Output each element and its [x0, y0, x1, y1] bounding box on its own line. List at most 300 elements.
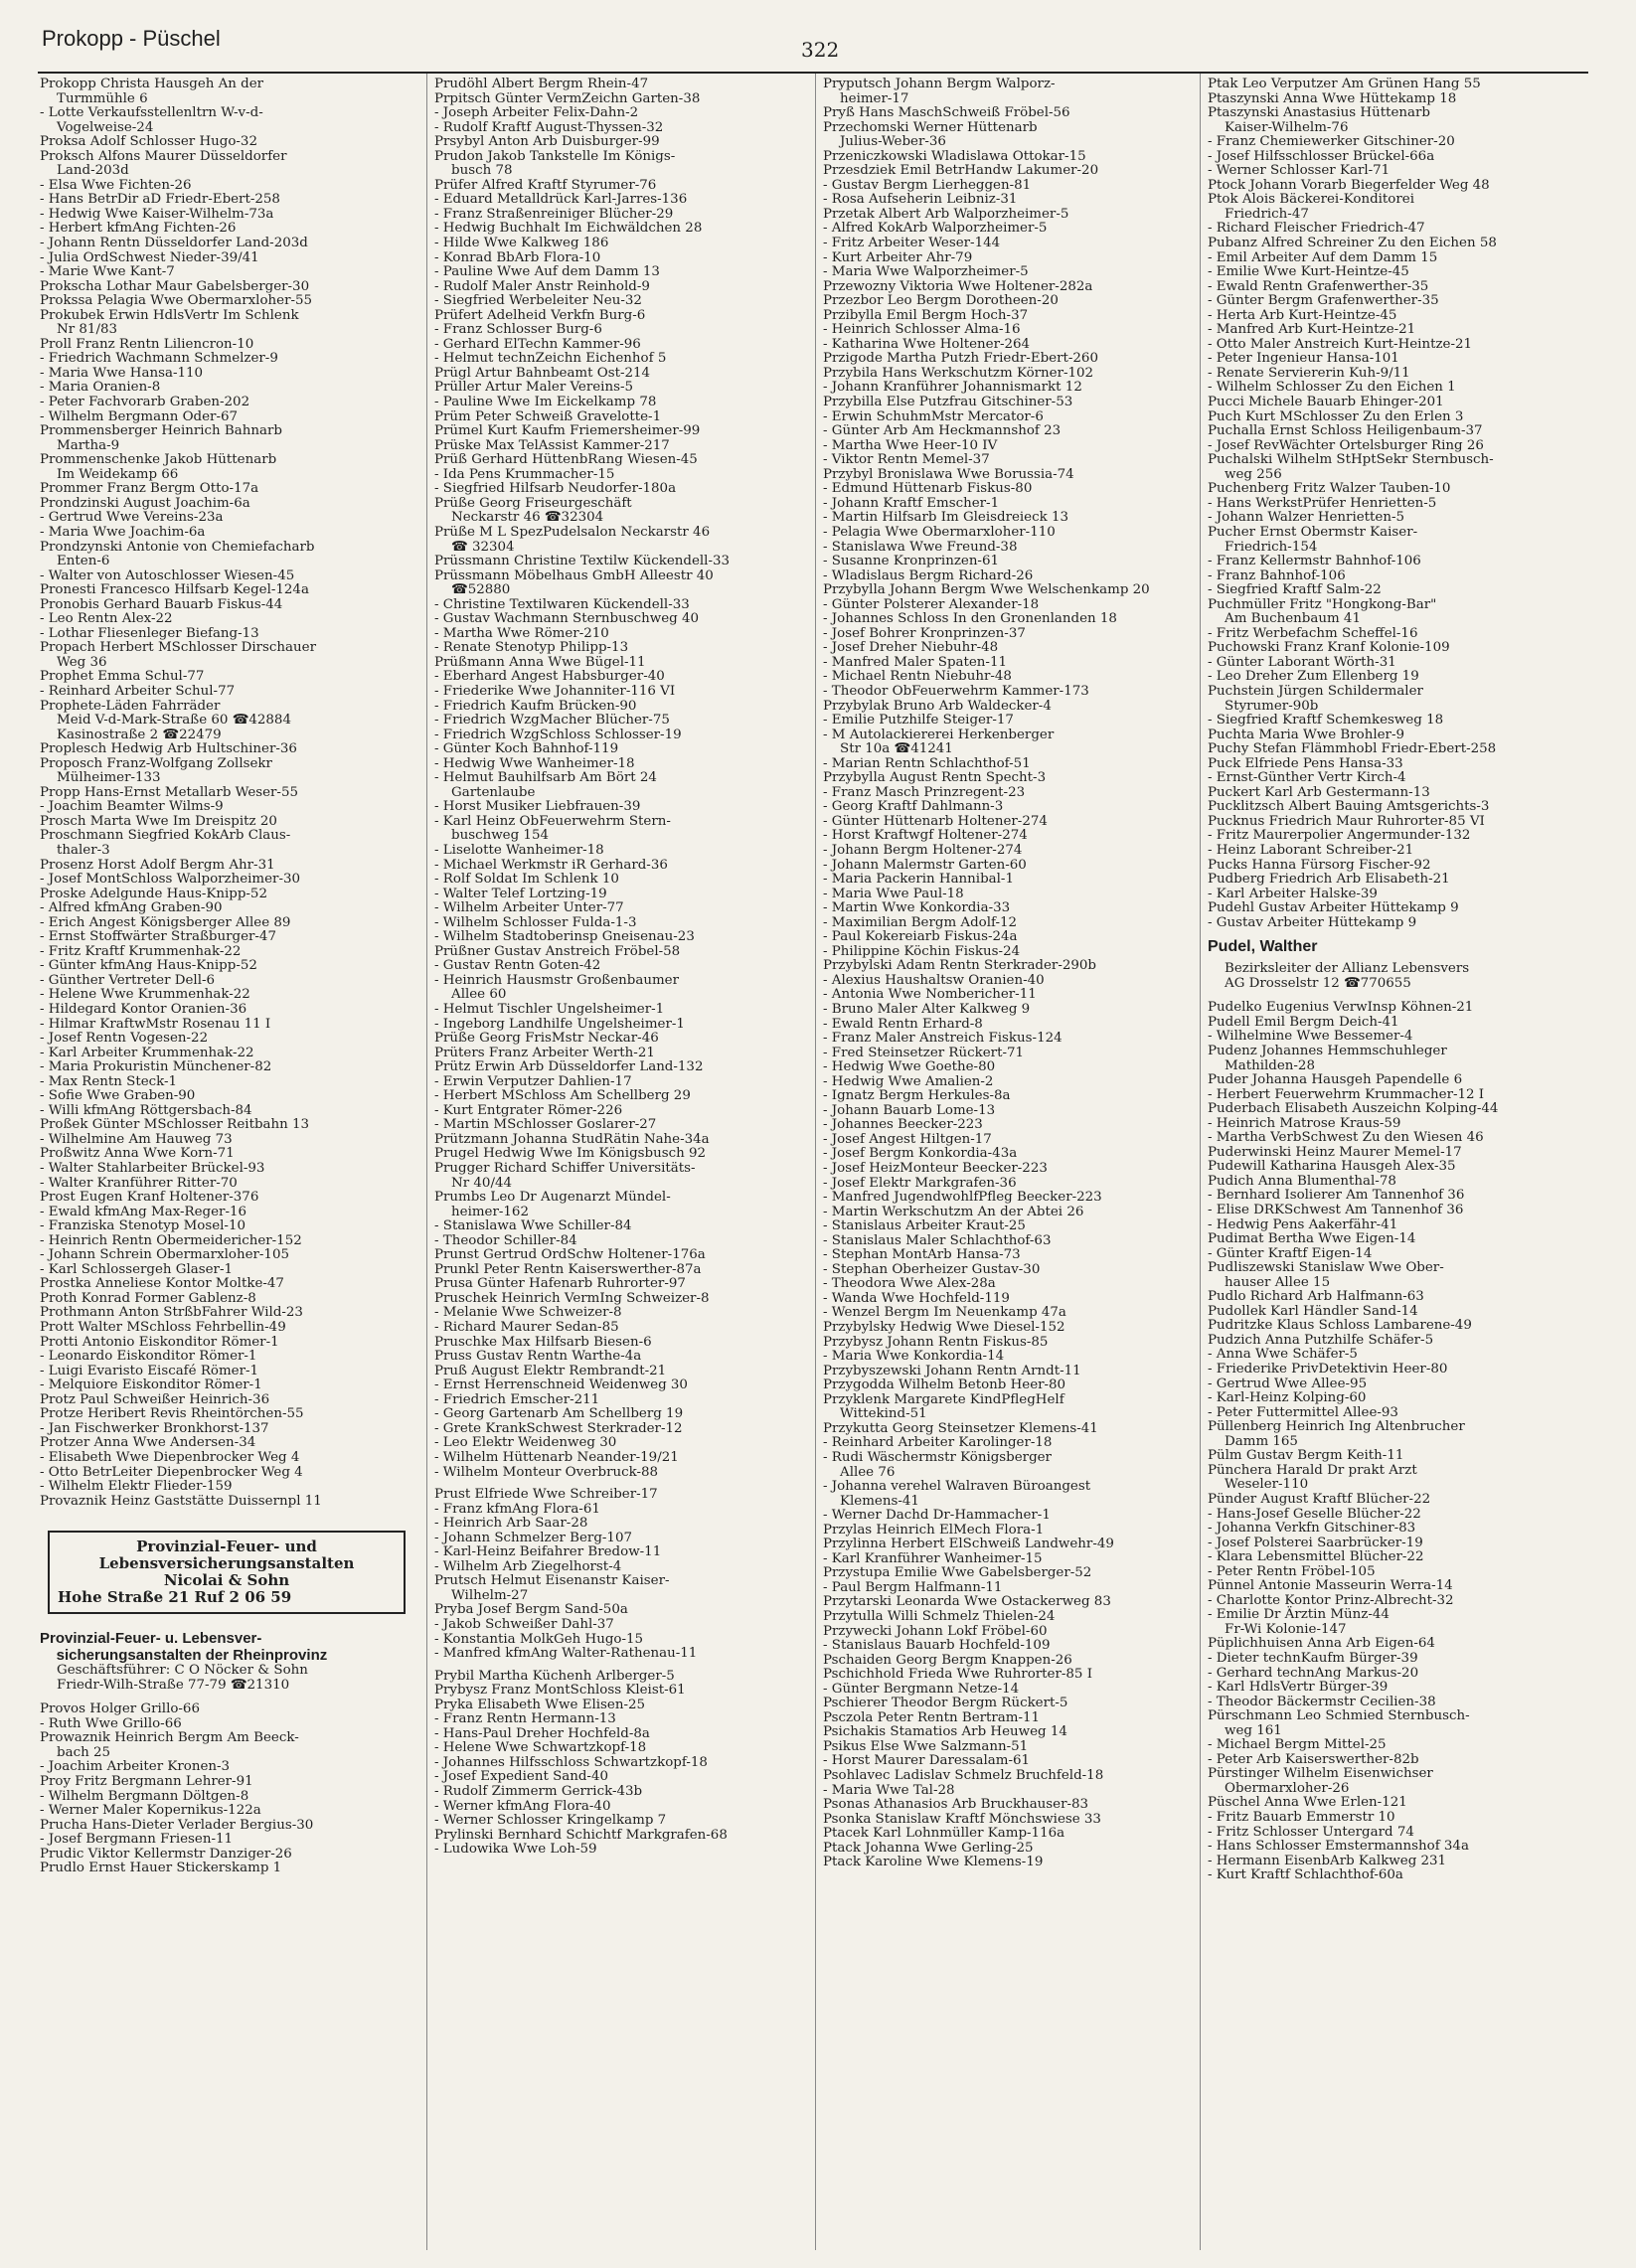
entry-list [1208, 78, 1585, 930]
directory-entry: - Theodor Bäckermstr Cecilien-38 [1208, 1694, 1436, 1709]
directory-entry: - Fritz Maurerpolier Angermunder-132 [1208, 828, 1471, 844]
directory-entry: - Stanislawa Wwe Schiller-84 [434, 1218, 632, 1234]
directory-entry: Prust Elfriede Wwe Schreiber-17 [434, 1487, 658, 1503]
directory-entry: - Fritz Bauarb Emmerstr 10 [1208, 1809, 1395, 1825]
directory-entry: - Herbert kfmAng Fichten-26 [40, 221, 237, 237]
directory-entry: - Paul Kokereiarb Fiskus-24a [823, 929, 1018, 945]
directory-entry: - Wilhelm Hüttenarb Neander-19/21 [434, 1449, 679, 1465]
directory-entry: Prosch Marta Wwe Im Dreispitz 20 [40, 813, 277, 829]
directory-entry: Puchta Maria Wwe Brohler-9 [1208, 727, 1404, 742]
directory-entry: - Martha VerbSchwest Zu den Wiesen 46 [1208, 1130, 1484, 1146]
directory-entry: Pudliszewski Stanislaw Wwe Ober- [1208, 1260, 1444, 1276]
directory-entry: Styrumer-90b [1208, 698, 1319, 714]
directory-entry: - Herbert Feuerwehrm Krummacher-12 I [1208, 1086, 1485, 1102]
directory-entry: Weseler-110 [1208, 1477, 1309, 1493]
directory-entry: - Maria Prokuristin Münchener-82 [40, 1059, 272, 1075]
directory-entry: - Wilhelm Schlosser Fulda-1-3 [434, 914, 637, 930]
directory-entry: - Reinhard Arbeiter Karolinger-18 [823, 1435, 1053, 1451]
directory-entry: - Theodor Schiller-84 [434, 1232, 577, 1248]
directory-entry: - Theodor ObFeuerwehrm Kammer-173 [823, 683, 1089, 699]
directory-entry: - Hedwig Buchhalt Im Eichwäldchen 28 [434, 221, 703, 237]
directory-entry: Przibylla Emil Bergm Hoch-37 [823, 307, 1029, 323]
directory-entry: - Günter Laborant Wörth-31 [1208, 654, 1396, 670]
directory-entry: - Wilhelmine Am Hauweg 73 [40, 1131, 233, 1147]
directory-entry: - Josef MontSchloss Walporzheimer-30 [40, 872, 301, 888]
directory-entry: - Ernst Stoffwärter Straßburger-47 [40, 929, 276, 945]
directory-entry: - Anna Wwe Schäfer-5 [1208, 1347, 1358, 1363]
directory-entry: Ptak Leo Verputzer Am Grünen Hang 55 [1208, 78, 1481, 91]
directory-entry: - Peter Rentn Fröbel-105 [1208, 1563, 1376, 1579]
entry-list [823, 78, 1201, 1870]
directory-entry: - Friedrich WzgMacher Blücher-75 [434, 713, 670, 729]
directory-entry: Propp Hans-Ernst Metallarb Weser-55 [40, 784, 298, 800]
directory-entry: - Johann Schrein Obermarxloher-105 [40, 1247, 289, 1263]
entry-list [434, 78, 812, 1858]
directory-entry: - Maria Wwe Hansa-110 [40, 365, 204, 381]
directory-entry: - Wilhelm Monteur Overbruck-88 [434, 1464, 659, 1480]
directory-entry: - M Autolackiererei Herkenberger [823, 727, 1055, 742]
directory-entry: - Liselotte Wanheimer-18 [434, 842, 604, 858]
directory-entry: - Theodora Wwe Alex-28a [823, 1276, 996, 1292]
directory-entry: - Hedwig Wwe Kaiser-Wilhelm-73a [40, 206, 274, 222]
directory-entry: - Philippine Köchin Fiskus-24 [823, 943, 1021, 959]
directory-entry: - Bruno Maler Alter Kalkweg 9 [823, 1002, 1031, 1017]
directory-entry: Prudöhl Albert Bergm Rhein-47 [434, 78, 649, 91]
directory-entry: - Günter Bergm Grafenwerther-35 [1208, 293, 1439, 309]
directory-entry: Prylinski Bernhard Schichtf Markgrafen-68 [434, 1827, 728, 1843]
directory-entry: - Josef Angest Hiltgen-17 [823, 1131, 992, 1147]
directory-entry: Pünnel Antonie Masseurin Werra-14 [1208, 1578, 1453, 1594]
directory-entry: - Katharina Wwe Holtener-264 [823, 336, 1031, 352]
directory-entry: Pudritzke Klaus Schloss Lambarene-49 [1208, 1318, 1472, 1334]
directory-entry: - Kurt Kraftf Schlachthof-60a [1208, 1867, 1403, 1883]
directory-entry: Prüssmann Möbelhaus GmbH Alleestr 40 [434, 567, 714, 583]
directory-entry: Prostka Anneliese Kontor Moltke-47 [40, 1276, 284, 1292]
directory-entry: Prowaznik Heinrich Bergm Am Beeck- [40, 1730, 299, 1746]
directory-entry: - Maria Wwe Konkordia-14 [823, 1349, 1005, 1365]
directory-entry: - Horst Musiker Liebfrauen-39 [434, 799, 641, 815]
directory-entry: - Werner kfmAng Flora-40 [434, 1798, 611, 1814]
directory-entry: - Peter Futtermittel Allee-93 [1208, 1404, 1398, 1420]
directory-entry: - Hans BetrDir aD Friedr-Ebert-258 [40, 192, 280, 208]
directory-entry: Wilhelm-27 [434, 1587, 529, 1603]
directory-entry: Psohlavec Ladislav Schmelz Bruchfeld-18 [823, 1767, 1104, 1783]
directory-entry: - Peter Fachvorarb Graben-202 [40, 395, 250, 410]
directory-entry: Przybila Hans Werkschutzm Körner-102 [823, 365, 1094, 381]
directory-entry: - Franz Maler Anstreich Fiskus-124 [823, 1031, 1063, 1047]
directory-entry: Ptaszynski Anastasius Hüttenarb [1208, 105, 1431, 121]
directory-entry: - Werner Dachd Dr-Hammacher-1 [823, 1508, 1051, 1524]
directory-entry: - Marie Wwe Kant-7 [40, 264, 175, 280]
directory-entry: Kasinostraße 2 ☎22479 [40, 727, 222, 742]
directory-entry: Prybil Martha Küchenh Arlberger-5 [434, 1668, 675, 1684]
directory-entry: - Heinrich Matrose Kraus-59 [1208, 1115, 1401, 1131]
directory-entry: Przybyszewski Johann Rentn Arndt-11 [823, 1363, 1081, 1378]
directory-entry: Proksch Alfons Maurer Düsseldorfer [40, 148, 287, 164]
directory-entry: - Friedrich Wachmann Schmelzer-9 [40, 351, 278, 367]
directory-entry: - Bernhard Isolierer Am Tannenhof 36 [1208, 1188, 1465, 1204]
directory-entry: Prsybyl Anton Arb Duisburger-99 [434, 134, 660, 150]
directory-entry: Przybyl Bronislawa Wwe Borussia-74 [823, 466, 1074, 482]
directory-entry: - Charlotte Kontor Prinz-Albrecht-32 [1208, 1592, 1454, 1608]
directory-entry: Bezirksleiter der Allianz Lebensvers [1208, 961, 1470, 977]
directory-entry: Wittekind-51 [823, 1406, 927, 1422]
directory-entry: - Hedwig Wwe Amalien-2 [823, 1073, 994, 1089]
directory-entry: Friedrich-154 [1208, 539, 1318, 555]
directory-entry: - Werner Schlosser Karl-71 [1208, 163, 1391, 179]
directory-entry: - Johannes Beecker-223 [823, 1117, 983, 1133]
directory-entry: - Heinrich Hausmstr Großenbaumer [434, 972, 679, 988]
directory-entry: Psonka Stanislaw Kraftf Mönchswiese 33 [823, 1811, 1101, 1827]
column-2 [434, 78, 812, 1858]
directory-entry: bach 25 [40, 1744, 111, 1760]
directory-entry: Prüßmann Anna Wwe Bügel-11 [434, 654, 646, 670]
directory-entry: - Franz Bahnhof-106 [1208, 567, 1346, 583]
directory-entry: - Hedwig Wwe Wanheimer-18 [434, 755, 635, 771]
directory-entry: - Willi kfmAng Röttgersbach-84 [40, 1102, 252, 1118]
directory-entry: Przykutta Georg Steinsetzer Klemens-41 [823, 1420, 1098, 1436]
directory-entry: - Franz Chemiewerker Gitschiner-20 [1208, 134, 1455, 150]
directory-entry: Martha-9 [40, 437, 120, 453]
directory-entry: Pülm Gustav Bergm Keith-11 [1208, 1448, 1404, 1464]
directory-entry: Puchenberg Fritz Walzer Tauben-10 [1208, 481, 1451, 497]
directory-entry: Pruss Gustav Rentn Warthe-4a [434, 1349, 642, 1365]
directory-entry: - Werner Schlosser Kringelkamp 7 [434, 1813, 667, 1829]
directory-entry: - Hans-Paul Dreher Hochfeld-8a [434, 1725, 650, 1741]
directory-entry: - Friedrich Kaufm Brücken-90 [434, 698, 637, 714]
directory-entry: - Franz Kellermstr Bahnhof-106 [1208, 554, 1421, 569]
directory-entry: Przylinna Herbert ElSchweiß Landwehr-49 [823, 1537, 1114, 1552]
directory-entry: - Siegfried Kraftf Schemkesweg 18 [1208, 713, 1444, 729]
directory-entry: - Gerhard technAng Markus-20 [1208, 1665, 1419, 1681]
directory-entry: Psczola Peter Rentn Bertram-11 [823, 1709, 1041, 1725]
directory-entry: Mülheimer-133 [40, 770, 161, 786]
directory-entry: Prommenschenke Jakob Hüttenarb [40, 452, 277, 468]
directory-entry: - Edmund Hüttenarb Fiskus-80 [823, 481, 1033, 497]
directory-entry: Pryputsch Johann Bergm Walporz- [823, 78, 1056, 91]
directory-entry: - Gustav Wachmann Sternbuschweg 40 [434, 611, 700, 627]
directory-entry: - Gertrud Wwe Vereins-23a [40, 510, 224, 526]
directory-entry: Przeniczkowski Wladislawa Ottokar-15 [823, 148, 1086, 164]
directory-entry: - Susanne Kronprinzen-61 [823, 554, 1000, 569]
directory-entry: - Elisabeth Wwe Diepenbrocker Weg 4 [40, 1449, 300, 1465]
directory-entry: - Siegfried Kraftf Salm-22 [1208, 582, 1382, 598]
directory-entry: Prunkl Peter Rentn Kaiserswerther-87a [434, 1261, 702, 1277]
directory-entry: AG Drosselstr 12 ☎770655 [1208, 975, 1411, 991]
directory-entry: Psikus Else Wwe Salzmann-51 [823, 1738, 1029, 1754]
directory-entry: Przybysz Johann Rentn Fiskus-85 [823, 1334, 1049, 1350]
directory-entry: - Pauline Wwe Im Eickelkamp 78 [434, 395, 657, 410]
directory-entry: - Georg Kraftf Dahlmann-3 [823, 799, 1004, 815]
directory-entry: - Max Rentn Steck-1 [40, 1073, 178, 1089]
directory-entry: - Otto BetrLeiter Diepenbrocker Weg 4 [40, 1464, 303, 1480]
directory-entry: Pryba Josef Bergm Sand-50a [434, 1602, 628, 1618]
directory-entry: - Leo Dreher Zum Ellenberg 19 [1208, 669, 1419, 685]
directory-entry: - Karl Arbeiter Halske-39 [1208, 886, 1378, 901]
directory-entry: Klemens-41 [823, 1493, 919, 1509]
directory-entry: Przybylski Adam Rentn Sterkrader-290b [823, 958, 1096, 974]
directory-entry: Prudic Viktor Kellermstr Danziger-26 [40, 1846, 292, 1862]
directory-entry: - Wladislaus Bergm Richard-26 [823, 567, 1034, 583]
directory-entry: - Hildegard Kontor Oranien-36 [40, 1002, 247, 1017]
directory-entry: Prucha Hans-Dieter Verlader Bergius-30 [40, 1817, 314, 1833]
ad-line: Provinzial-Feuer- und [136, 1538, 317, 1556]
directory-entry: - Erwin Verputzer Dahlien-17 [434, 1073, 632, 1089]
directory-entry: Prpitsch Günter VermZeichn Garten-38 [434, 90, 701, 106]
directory-entry: Puchalski Wilhelm StHptSekr Sternbusch- [1208, 452, 1494, 468]
directory-entry: Pudelko Eugenius VerwInsp Köhnen-21 [1208, 1000, 1474, 1016]
directory-entry: - Wilhelm Bergmann Oder-67 [40, 408, 239, 424]
directory-entry: Pucher Ernst Obermstr Kaiser- [1208, 524, 1418, 540]
directory-entry: - Siegfried Werbeleiter Neu-32 [434, 293, 642, 309]
directory-entry: - Marian Rentn Schlachthof-51 [823, 755, 1031, 771]
directory-entry: Pudewill Katharina Hausgeh Alex-35 [1208, 1159, 1456, 1175]
directory-entry: hauser Allee 15 [1208, 1274, 1331, 1290]
directory-entry: Pünchera Harald Dr prakt Arzt [1208, 1462, 1417, 1478]
directory-entry: Puderbach Elisabeth Auszeichn Kolping-44 [1208, 1101, 1499, 1117]
directory-entry: Prybysz Franz MontSchloss Kleist-61 [434, 1683, 686, 1699]
directory-entry: - Peter Ingenieur Hansa-101 [1208, 351, 1399, 367]
directory-entry: Proth Konrad Former Gablenz-8 [40, 1290, 256, 1306]
directory-entry: - Wilhelm Schlosser Zu den Eichen 1 [1208, 380, 1456, 396]
directory-entry: Proske Adelgunde Haus-Knipp-52 [40, 886, 267, 901]
directory-entry: Puch Kurt MSchlosser Zu den Erlen 3 [1208, 408, 1464, 424]
directory-entry: Pudzich Anna Putzhilfe Schäfer-5 [1208, 1332, 1434, 1348]
directory-entry: Prumbs Leo Dr Augenarzt Mündel- [434, 1190, 671, 1206]
directory-entry: Pünder August Kraftf Blücher-22 [1208, 1491, 1431, 1507]
directory-entry: Przigode Martha Putzh Friedr-Ebert-260 [823, 351, 1098, 367]
directory-entry: buschweg 154 [434, 828, 549, 844]
directory-entry: - Günter Koch Bahnhof-119 [434, 741, 619, 757]
directory-entry: - Alexius Haushaltsw Oranien-40 [823, 972, 1045, 988]
directory-entry: Nr 40/44 [434, 1175, 512, 1191]
directory-entry: - Manfred Maler Spaten-11 [823, 654, 1007, 670]
directory-entry: - Ernst Herrenschneid Weidenweg 30 [434, 1377, 688, 1393]
directory-entry: - Wenzel Bergm Im Neuenkamp 47a [823, 1305, 1066, 1321]
directory-entry: Puck Elfriede Pens Hansa-33 [1208, 755, 1403, 771]
directory-entry: Psichakis Stamatios Arb Heuweg 14 [823, 1724, 1067, 1740]
directory-entry: Pryß Hans MaschSchweiß Fröbel-56 [823, 105, 1070, 121]
directory-entry: - Horst Kraftwgf Holtener-274 [823, 828, 1028, 844]
directory-entry: - Franz Schlosser Burg-6 [434, 322, 602, 338]
directory-entry: Allee 76 [823, 1464, 896, 1480]
directory-entry: - Joachim Arbeiter Kronen-3 [40, 1759, 231, 1775]
directory-entry: Pronobis Gerhard Bauarb Fiskus-44 [40, 596, 283, 612]
directory-entry: - Johanna verehel Walraven Büroangest [823, 1479, 1091, 1495]
directory-entry: - Walter Telef Lortzing-19 [434, 886, 607, 901]
directory-entry: - Hilmar KraftwMstr Rosenau 11 I [40, 1016, 271, 1032]
directory-entry: Mathilden-28 [1208, 1057, 1315, 1073]
directory-entry: - Antonia Wwe Nombericher-11 [823, 987, 1037, 1003]
directory-entry: Vogelweise-24 [40, 119, 154, 135]
directory-entry: - Sofie Wwe Graben-90 [40, 1088, 196, 1104]
directory-entry: - Melquiore Eiskonditor Römer-1 [40, 1377, 262, 1393]
running-head: Prokopp - Püschel [42, 26, 221, 51]
directory-entry: Przybylla Johann Bergm Wwe Welschenkamp 20 [823, 582, 1150, 598]
directory-entry: Przyklenk Margarete KindPflegHelf [823, 1391, 1064, 1407]
directory-entry: - Dieter technKaufm Bürger-39 [1208, 1650, 1418, 1666]
directory-entry: - Emilie Putzhilfe Steiger-17 [823, 713, 1014, 729]
directory-entry: Przesdziek Emil BetrHandw Lakumer-20 [823, 163, 1099, 179]
directory-entry: Puchalla Ernst Schloss Heiligenbaum-37 [1208, 423, 1483, 439]
directory-entry: - Helmut technZeichn Eichenhof 5 [434, 351, 667, 367]
directory-entry: - Ida Pens Krummacher-15 [434, 466, 615, 482]
directory-entry: - Wilhelm Arb Ziegelhorst-4 [434, 1558, 622, 1574]
directory-entry: Prüters Franz Arbeiter Werth-21 [434, 1045, 655, 1060]
directory-entry: Pudollek Karl Händler Sand-14 [1208, 1303, 1418, 1319]
directory-entry: - Walter Stahlarbeiter Brückel-93 [40, 1161, 265, 1177]
directory-entry: Przetak Albert Arb Walporzheimer-5 [823, 206, 1069, 222]
directory-entry: - Hans WerkstPrüfer Henrietten-5 [1208, 495, 1437, 511]
directory-entry: Prudon Jakob Tankstelle Im Königs- [434, 148, 676, 164]
directory-entry: - Günter Kraftf Eigen-14 [1208, 1245, 1373, 1261]
directory-entry: - Josef HeizMonteur Beecker-223 [823, 1161, 1048, 1177]
directory-entry: - Johannes Hilfsschloss Schwartzkopf-18 [434, 1754, 708, 1770]
directory-entry: Przybylsky Hedwig Wwe Diesel-152 [823, 1320, 1065, 1336]
directory-entry: thaler-3 [40, 842, 110, 858]
directory-entry: Pudehl Gustav Arbeiter Hüttekamp 9 [1208, 900, 1459, 916]
directory-entry: - Maria Wwe Walporzheimer-5 [823, 264, 1029, 280]
directory-entry: - Paul Bergm Halfmann-11 [823, 1579, 1003, 1595]
directory-entry: - Ingeborg Landhilfe Ungelsheimer-1 [434, 1016, 685, 1032]
directory-entry: - Kurt Entgrater Römer-226 [434, 1102, 623, 1118]
directory-entry: - Ewald kfmAng Max-Reger-16 [40, 1204, 247, 1219]
directory-entry: Obermarxloher-26 [1208, 1780, 1350, 1796]
directory-entry: Friedrich-47 [1208, 206, 1309, 222]
column-1 [40, 78, 417, 1876]
directory-entry: - Günther Vertreter Dell-6 [40, 972, 216, 988]
column-divider [426, 74, 427, 2250]
directory-entry: Propach Herbert MSchlosser Dirschauer [40, 640, 316, 656]
directory-entry: - Jan Fischwerker Bronkhorst-137 [40, 1420, 269, 1436]
directory-entry: - Günter Polsterer Alexander-18 [823, 596, 1040, 612]
directory-entry: Pruschek Heinrich VermIng Schweizer-8 [434, 1290, 710, 1306]
directory-entry: Protzer Anna Wwe Andersen-34 [40, 1435, 256, 1451]
directory-entry: Puchmüller Fritz "Hongkong-Bar" [1208, 596, 1437, 612]
directory-entry: - Renate Stenotyp Philipp-13 [434, 640, 629, 656]
directory-entry: Ptok Alois Bäckerei-Konditorei [1208, 192, 1414, 208]
directory-entry: - Josef Elektr Markgrafen-36 [823, 1175, 1017, 1191]
directory-entry: Pubanz Alfred Schreiner Zu den Eichen 58 [1208, 236, 1497, 251]
directory-entry: Püllenberg Heinrich Ing Altenbrucher [1208, 1419, 1465, 1435]
directory-entry: Pschierer Theodor Bergm Rückert-5 [823, 1696, 1068, 1711]
directory-entry: - Rolf Soldat Im Schlenk 10 [434, 872, 619, 888]
directory-entry: - Johann Bauarb Lome-13 [823, 1102, 996, 1118]
directory-entry: - Franz Rentn Hermann-13 [434, 1711, 616, 1727]
directory-entry: Im Weidekamp 66 [40, 466, 179, 482]
directory-entry: Ptacek Karl Lohnmüller Kamp-116a [823, 1826, 1065, 1842]
directory-entry: - Lothar Fliesenleger Biefang-13 [40, 625, 259, 641]
directory-entry: Prümel Kurt Kaufm Friemersheimer-99 [434, 423, 701, 439]
directory-entry: Puchy Stefan Flämmhobl Friedr-Ebert-258 [1208, 741, 1497, 757]
directory-entry: - Karl Heinz ObFeuerwehrm Stern- [434, 813, 671, 829]
directory-entry: Pudlo Richard Arb Halfmann-63 [1208, 1289, 1424, 1305]
directory-entry: - Ernst-Günther Vertr Kirch-4 [1208, 770, 1406, 786]
advertisement-box [48, 1531, 406, 1614]
directory-entry: - Johann Kranführer Johannismarkt 12 [823, 380, 1082, 396]
directory-entry: - Ludowika Wwe Loh-59 [434, 1842, 597, 1858]
directory-entry: - Karl-Heinz Kolping-60 [1208, 1390, 1367, 1406]
directory-entry: - Ruth Wwe Grillo-66 [40, 1715, 182, 1731]
directory-entry: - Walter von Autoschlosser Wiesen-45 [40, 567, 295, 583]
directory-entry: Pudich Anna Blumenthal-78 [1208, 1173, 1396, 1189]
directory-entry: - Wilhelmine Wwe Bessemer-4 [1208, 1029, 1413, 1045]
directory-entry: Pschaiden Georg Bergm Knappen-26 [823, 1652, 1072, 1668]
directory-entry: - Gustav Bergm Lierheggen-81 [823, 177, 1032, 193]
directory-entry: Proplesch Hedwig Arb Hultschiner-36 [40, 741, 297, 757]
directory-entry: Prüßner Gustav Anstreich Fröbel-58 [434, 943, 681, 959]
directory-entry: - Gertrud Wwe Allee-95 [1208, 1376, 1368, 1391]
directory-entry: Prosenz Horst Adolf Bergm Ahr-31 [40, 857, 275, 873]
ad-line: Hohe Straße 21 Ruf 2 06 59 [58, 1588, 292, 1607]
directory-entry: - Leo Elektr Weidenweg 30 [434, 1435, 617, 1451]
directory-entry: - Melanie Wwe Schweizer-8 [434, 1305, 622, 1321]
directory-entry: Przygodda Wilhelm Betonb Heer-80 [823, 1377, 1066, 1393]
directory-entry: - Eberhard Angest Habsburger-40 [434, 669, 665, 685]
directory-entry: Pruschke Max Hilfsarb Biesen-6 [434, 1334, 652, 1350]
directory-entry: Prokopp Christa Hausgeh An der [40, 78, 264, 91]
directory-entry: - Rudolf Maler Anstr Reinhold-9 [434, 278, 650, 294]
directory-entry: Pucks Hanna Fürsorg Fischer-92 [1208, 857, 1431, 873]
directory-entry: Prost Eugen Kranf Holtener-376 [40, 1190, 259, 1206]
directory-entry: - Julia OrdSchwest Nieder-39/41 [40, 249, 259, 265]
directory-entry: - Hedwig Pens Aakerfähr-41 [1208, 1216, 1398, 1232]
directory-entry: - Johann Kraftf Emscher-1 [823, 495, 1000, 511]
ad-line: Lebensversicherungsanstalten [98, 1554, 355, 1573]
directory-entry: Protze Heribert Revis Rheintörchen-55 [40, 1406, 304, 1422]
directory-entry: - Manfred Arb Kurt-Heintze-21 [1208, 322, 1416, 338]
directory-entry: Prüske Max TelAssist Kammer-217 [434, 437, 670, 453]
directory-entry: Prüfert Adelheid Verkfn Burg-6 [434, 307, 646, 323]
directory-entry: - Kurt Arbeiter Ahr-79 [823, 249, 973, 265]
directory-entry: Proßwitz Anna Wwe Korn-71 [40, 1146, 235, 1162]
directory-entry: Neckarstr 46 ☎32304 [434, 510, 604, 526]
directory-entry: Proposch Franz-Wolfgang Zollsekr [40, 755, 272, 771]
directory-entry: - Herbert MSchloss Am Schellberg 29 [434, 1088, 691, 1104]
directory-entry: - Hedwig Wwe Goethe-80 [823, 1059, 996, 1075]
directory-entry: Prott Walter MSchloss Fehrbellin-49 [40, 1320, 286, 1336]
directory-entry: Provos Holger Grillo-66 [40, 1701, 200, 1717]
directory-entry: - Renate Serviererin Kuh-9/11 [1208, 365, 1410, 381]
directory-entry: Protti Antonio Eiskonditor Römer-1 [40, 1334, 279, 1350]
directory-entry: Puder Johanna Hausgeh Papendelle 6 [1208, 1072, 1463, 1088]
directory-entry: - Hans Schlosser Emstermannshof 34a [1208, 1839, 1469, 1855]
directory-entry: Kaiser-Wilhelm-76 [1208, 119, 1349, 135]
directory-entry: - Eduard Metalldrück Karl-Jarres-136 [434, 192, 688, 208]
directory-entry: - Martin Wwe Konkordia-33 [823, 900, 1011, 916]
directory-entry: - Hilde Wwe Kalkweg 186 [434, 236, 609, 251]
directory-entry: - Stephan MontArb Hansa-73 [823, 1247, 1021, 1263]
directory-entry: - Emilie Wwe Kurt-Heintze-45 [1208, 264, 1409, 280]
directory-entry: - Christine Textilwaren Kückendell-33 [434, 596, 690, 612]
directory-entry: Proll Franz Rentn Liliencron-10 [40, 336, 254, 352]
directory-entry: - Reinhard Arbeiter Schul-77 [40, 683, 236, 699]
directory-entry: - Johann Rentn Düsseldorfer Land-203d [40, 236, 308, 251]
directory-entry: Prudlo Ernst Hauer Stickerskamp 1 [40, 1861, 282, 1876]
directory-entry: heimer-162 [434, 1204, 529, 1219]
directory-entry: Nr 81/83 [40, 322, 117, 338]
directory-entry: - Franz Straßenreiniger Blücher-29 [434, 206, 674, 222]
directory-entry: - Helene Wwe Krummenhak-22 [40, 987, 250, 1003]
directory-entry: Gartenlaube [434, 784, 536, 800]
directory-entry: Przywecki Johann Lokf Fröbel-60 [823, 1623, 1048, 1639]
directory-entry: Puchowski Franz Kranf Kolonie-109 [1208, 640, 1450, 656]
directory-entry: Psonas Athanasios Arb Bruckhauser-83 [823, 1797, 1089, 1813]
directory-entry: Prophet Emma Schul-77 [40, 669, 205, 685]
directory-entry: Turmmühle 6 [40, 90, 148, 106]
directory-entry: - Friederike Wwe Johanniter-116 VI [434, 683, 676, 699]
directory-entry: - Günter Bergmann Netze-14 [823, 1681, 1020, 1697]
